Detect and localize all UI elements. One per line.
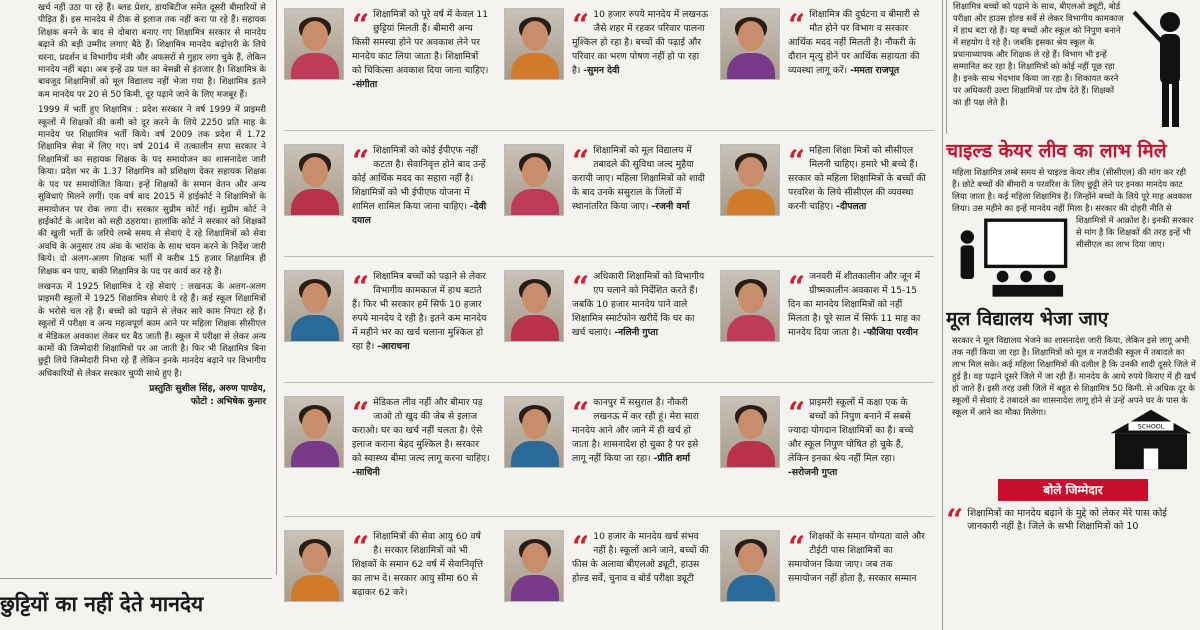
bole-zimmedar-banner: बोले जिम्मेदार <box>998 479 1148 501</box>
person-photo <box>720 270 780 342</box>
native-school-paragraph: सरकार ने मूल विद्यालय भेजने का शासनादेश जारी किया, लेकिन इसे लागू अभी तक नहीं किया जा रहा है। शिक्षामित्रों को मूल व नजदीकी स्कूल में तबादले का लाभ मिल सके। कई महिला शिक्षामित्रों की दलील है कि उनकी शादी दूसरे जिले में हुई है। वह पढ़ाने दूसरे जिले में जा रही हैं। मानदेय के आधे रुपये किराए में ही खर्च हो जाते हैं। इसी तरह उसी जिले में बहुत से शिक्षामित्र 50 किमी. से अधिक दूर के स्कूलों में सेवाएं दे तबादले का शासनादेश लागू होने से उन्हें अपने घर के पास के स्कूल में आने का मौका मिलेगा। <box>952 335 1196 417</box>
opinion-card <box>504 262 710 382</box>
opinion-card <box>504 522 710 630</box>
quote-mark-icon: “ <box>572 270 590 305</box>
quote-text: मेडिकल लीव नहीं और बीमार पड़ जाओ तो खुद की जेब से इलाज कराओ। घर का खर्च नहीं चलता है। ऐसे इलाज कराना बेहद मुश्किल है। सरकार को स्वास्थ्य बीमा जल्द लागू करना चाहिए। <box>352 397 490 464</box>
person-photo <box>504 144 564 216</box>
school-building-icon <box>1106 408 1196 471</box>
opinion-card <box>720 262 926 382</box>
headline-bottom-left: छुट्टियों का नहीं देते मानदेय <box>0 592 204 616</box>
opinion-card <box>284 136 490 256</box>
quote-mark-icon: “ <box>946 503 964 538</box>
quote-text: शिक्षामित्रों को पूरे वर्ष में केवल 11 छुट्टियां मिलती हैं। बीमारी अन्य किसी समस्या होने पर अवकाश लेने पर मानदेय काट लिया जाता है। शिक्षामित्रों को चिकित्सा अवकाश दिया जाना चाहिए। <box>352 9 489 76</box>
row-divider <box>284 516 934 517</box>
opinion-card <box>284 262 490 382</box>
quote-text: शिक्षकों के समान योग्यता वाले और टीईटी पास शिक्षामित्रों का समायोजन किया जाए। जब तक समायोजन नहीं होता है, सरकार सम्मान <box>788 531 925 584</box>
opinion-card <box>504 388 710 516</box>
quote-text: शिक्षामित्र की दुर्घटना व बीमारी से मौत होने पर विभाग व सरकार आर्थिक मदद नहीं मिलती है। नौकरी के दौरान मृत्यु होने पर आर्थिक सहायता की व्यवस्था लागू करें। <box>788 9 920 76</box>
article-paragraph: 1999 में भर्ती हुए शिक्षामित्र : प्रदेश सरकार ने वर्ष 1999 में प्राइमरी स्कूलों में शिक्षकों की कमी को दूर करने के लिये 2250 प्रति माह के मानदेय पर शिक्षामित्र भर्ती किये। वर्ष 2009 तक प्रदेश में 1.72 शिक्षामित्र सेवा में लिए गए। वर्ष 2014 में तत्कालीन सपा सरकार ने शिक्षामित्रों का सहायक शिक्षक के पद समायोजन का शासनादेश जारी किया। प्रदेश भर के 1.37 शिक्षामित्र को प्रशिक्षण देकर सहायक शिक्षक के पद पर समायोजित किया। इन्हें शिक्षकों के समान वेतन और अन्य सुविधाएं मिलने लगीं। एक वर्ष बाद 2015 में हाईकोर्ट ने शिक्षामित्रों के समायोजन पर रोक लगा दी। सरकार सुप्रीम कोर्ट गई। सुप्रीम कोर्ट ने हाईकोर्ट के आदेश को सही ठहराया। हालांकि कोर्ट ने सरकार को शिक्षकों की खुली भर्ती के जरिये लम्बे समय से सेवाएं दे रहे शिक्षामित्रों को सेवा अवधि के अनुसार तय अंक के भारांक के साथ चयन करने के निर्देश जारी किये। दो अलग-अलग शिक्षक भर्ती में करीब 15 हजार शिक्षामित्र ही शिक्षक बन पाए, बाकी शिक्षामित्र के पद पर कार्य कर रहे हैं। <box>38 105 266 277</box>
person-photo <box>504 270 564 342</box>
row-divider <box>284 130 934 131</box>
photo-credit: फोटो : अभिषेक कुमार <box>190 397 266 408</box>
opinion-card <box>720 136 926 256</box>
right-column <box>946 0 1200 630</box>
person-photo <box>284 144 344 216</box>
opinion-card <box>284 388 490 516</box>
quote-mark-icon: “ <box>788 270 806 305</box>
opinion-card <box>284 522 490 630</box>
quote-mark-icon: “ <box>572 396 590 431</box>
person-name: -संगीता <box>352 79 378 90</box>
opinion-cards-grid <box>284 0 934 630</box>
quote-text: महिला शिक्षा मित्रों को सीसीएल मिलनी चाहिए। हमारे भी बच्चे हैं। सरकार को महिला शिक्षामित्रों के बच्चों की परवरिश के लिये सीसीएल की व्यवस्था करनी चाहिए। <box>788 145 926 212</box>
quote-mark-icon: “ <box>788 8 806 43</box>
person-photo <box>504 530 564 602</box>
quote-mark-icon: “ <box>572 144 590 179</box>
row-divider <box>284 382 934 383</box>
person-photo <box>720 530 780 602</box>
headline-native-school: मूल विद्यालय भेजा जाए <box>946 308 1109 330</box>
person-name: -दीपलता <box>836 201 867 212</box>
quote-mark-icon: “ <box>788 396 806 431</box>
opinion-card <box>720 0 926 130</box>
person-photo <box>720 8 780 80</box>
quote-text: शिक्षामित्रों को कोई ईपीएफ नहीं कटता है। सेवानिवृत्त होने बाद उन्हें कोई आर्थिक मदद का सहारा नहीं है। शिक्षामित्रों को भी ईपीएफ योजना में शामिल शामिल किया जाना चाहिए। <box>352 145 486 212</box>
divider <box>276 0 277 575</box>
quote-mark-icon: “ <box>788 530 806 565</box>
person-photo <box>504 8 564 80</box>
quote-text: अधिकारी शिक्षामित्रों को विभागीय एप चलाने को निर्देशित करते हैं। जबकि 10 हजार मानदेय पाने वाले शिक्षामित्र स्मार्टफोन खरीदें कि घर का खर्च चलाएं। <box>572 271 705 338</box>
quote-text: 10 हजार रुपये मानदेय में लखनऊ जैसे शहर में रहकर परिवार पालना मुश्किल हो रहा है। बच्चों की पढ़ाई और परिवार का भरण पोषण नहीं हो पा रहा है। <box>572 9 709 76</box>
opinion-card <box>284 0 490 130</box>
person-name: -नलिनी गुप्ता <box>614 327 659 338</box>
person-photo <box>720 144 780 216</box>
person-name: -फौजिया परवीन <box>863 327 918 338</box>
quote-mark-icon: “ <box>352 144 370 179</box>
opinion-card <box>720 522 926 630</box>
teacher-pointer-icon <box>1130 4 1196 132</box>
school-sign: SCHOOL <box>1137 423 1165 431</box>
quote-mark-icon: “ <box>572 8 590 43</box>
row-divider <box>284 256 934 257</box>
quote-text: शिक्षामित्रों को मूल विद्यालय में तबादले की सुविधा जल्द मुहैया करायी जाए। महिला शिक्षामित्रों को शादी के बाद उनके ससुराल के जिलों में स्थानांतरित किया जाए। <box>572 145 705 212</box>
classroom-teaching-icon <box>952 216 1070 300</box>
article-paragraph: खर्च नहीं उठा पा रहे हैं। ब्लड प्रेशर, डायबिटीज समेत दूसरी बीमारियों से पीड़ित हैं। इस मानदेय में ठीक से इलाज तक नहीं करा पा रहे हैं। सहायक शिक्षक बनने के बाद से दोबारा बनाए गए शिक्षामित्र सरकार से मानदेय बढ़ाने की बड़ी उम्मीद लगाए बैठे हैं। शिक्षामित्र मानदेय बढ़ोत्तरी के लिये धरना, प्रदर्शन व विभागीय मंत्री और अफसरों से गुहार लगा चुके हैं, लेकिन मानदेय नहीं बढ़ा। अब इन्हें उप्र पल का बेसब्री से इंतजार है। शिक्षामित्र के बावजूद शिक्षामित्रों को मूल विद्यालय नहीं भेजा गया है। शिक्षामित्र इतने कम मानदेय पर 20 से 50 किमी. दूर पढ़ाने जाने के लिए मजबूर हैं। <box>38 3 266 100</box>
quote-mark-icon: “ <box>352 8 370 43</box>
headline-child-care-leave: चाइल्ड केयर लीव का लाभ मिले <box>946 140 1167 162</box>
quote-mark-icon: “ <box>572 530 590 565</box>
person-photo <box>284 396 344 468</box>
quote-mark-icon: “ <box>352 530 370 565</box>
opinion-card <box>504 136 710 256</box>
right-top-paragraph: शिक्षामित्र बच्चों को पढ़ाने के साथ, बीएलओ ड्यूटी, बोर्ड परीक्षा और हाउस होल्ड सर्वे से लेकर विभागीय कामकाज में हाथ बटा रहे हैं। यह बच्चों और स्कूल को निपुण बनाने में सहयोग दे रहे हैं। जबकि इसका श्रेय स्कूल के प्रधानाध्यापक और शिक्षक ले रहे हैं। विभाग भी इन्हें सम्मानित कर रहा है। शिक्षामित्रों को कोई नहीं पूछ रहा है। इनके साथ भेदभाव किया जा रहा है। शिकायत करने पर अधिकारी उल्टा शिक्षामित्रों पर दोष देते हैं। शिक्षकों का ही पक्ष लेते हैं। <box>953 1 1124 107</box>
person-name: -आराधना <box>377 341 410 352</box>
quote-text: प्राइमरी स्कूलों में कक्षा एक के बच्चों को निपुण बनाने में सबसे ज्यादा योगदान शिक्षामित्रों का है। बच्चे और स्कूल निपुण घोषित हो चुके हैं, लेकिन इनका श्रेय नहीं मिल रहा। <box>788 397 914 464</box>
official-quote-text: शिक्षामित्रों का मानदेय बढ़ाने के मुद्दे को लेकर मेरे पास कोई जानकारी नहीं है। जिले के सभी शिक्षामित्रों को 10 <box>967 508 1167 532</box>
opinion-card <box>720 388 926 516</box>
quote-mark-icon: “ <box>352 270 370 305</box>
person-name: -ममता राजपूत <box>850 65 900 76</box>
quote-text: शिक्षामित्रों की सेवा आयु 60 वर्ष है। सरकार शिक्षामित्रों को भी शिक्षकों के समान 62 वर्ष में सेवानिवृत्ति का लाभ दे। सरकार आयु सीमा 60 से बढ़ाकर 62 करे। <box>352 531 484 598</box>
person-photo <box>284 530 344 602</box>
official-quote <box>946 503 1200 538</box>
quote-text: 10 हजार के मानदेय खर्च संभव नहीं है। स्कूलों आने जाने, बच्चों की फीस के अलावा बीएलओ ड्यूटी, हाउस होल्ड सर्वे, चुनाव व बोर्ड परीक्षा ड्यूटी <box>572 531 709 584</box>
left-article-column <box>0 0 272 590</box>
person-name: -सरोजनी गुप्ता <box>788 467 838 478</box>
article-paragraph: लखनऊ में 1925 शिक्षामित्र दे रहे सेवाएं : लखनऊ के अलग-अलग प्राइमरी स्कूलों में 1925 शिक्षामित्र सेवाएं दे रहे हैं। कई स्कूल शिक्षामित्रों के भरोसे चल रहे हैं। बच्चों को पढ़ाने से लेकर सारे काम निपटा रहे हैं। स्कूलों में परीक्षा व अन्य महत्वपूर्ण काम आने पर महिला शिक्षक सीसीएल व मेडिकल अवकाश लेकर घर बैठ जाती हैं। स्कूल में परीक्षा से लेकर अन्य कामों की जिम्मेदारी शिक्षामित्रों पर आ जाती है। फिर भी शिक्षामित्र बिना छुट्टी लिये जिम्मेदारी निभा रहे हैं लेकिन इनके मानदेय बढ़ाने पर विभागीय अधिकारियों से लेकर सरकार चुप्पी साधे हुए है। <box>38 281 266 379</box>
quote-mark-icon: “ <box>352 396 370 431</box>
person-photo <box>284 8 344 80</box>
divider <box>0 578 272 579</box>
person-name: -सुमन देवी <box>583 65 620 76</box>
opinion-card <box>504 0 710 130</box>
person-photo <box>720 396 780 468</box>
divider <box>942 0 943 630</box>
quote-mark-icon: “ <box>788 144 806 179</box>
person-name: -देवी दयाल <box>352 201 487 226</box>
person-name: -प्रीति शर्मा <box>653 453 690 464</box>
credit-line: प्रस्तुतिः सुशील सिंह, अरुण पाण्डेय, <box>149 384 266 395</box>
quote-text: कानपुर में ससुराल है। नौकरी लखनऊ में कर रही हूं। मेरा सारा मानदेय आने और जाने में ही खर्च हो जाता है। शासनादेश हो चुका है पर इसे लागू नहीं किया जा रहा। <box>572 397 699 464</box>
person-name: -साधिनी <box>352 467 380 478</box>
person-photo <box>284 270 344 342</box>
person-photo <box>504 396 564 468</box>
person-name: -रजनी वर्मा <box>651 201 690 212</box>
child-care-paragraph: महिला शिक्षामित्र लम्बे समय से चाइल्ड केयर लीव (सीसीएल) की मांग कर रही हैं। छोटे बच्चों की बीमारी व परवरिश के लिए छुट्टी लेने पर इनका मानदेय काट लिया जाता है। कई महिला शिक्षामित्र हैं। जिन्होंने बच्चों के लिये पूरे माह अवकाश लिया। उस महीने का इन्हें मानदेय नहीं मिला है। सरकार की दोहरी नीति से शिक्षामित्रों में आक्रोश है। इनकी सरकार से मांग है कि शिक्षकों की तरह इन्हें भी सीसीएल का लाभ दिया जाए। <box>952 167 1194 249</box>
quote-text: जनवरी में शीतकालीन और जून में ग्रीष्मकालीन अवकाश में 15-15 दिन का मानदेय शिक्षामित्रों को नहीं मिलता है। पूरे साल में सिर्फ 11 माह का मानदेय दिया जाता है। <box>788 271 921 338</box>
quote-text: शिक्षामित्र बच्चों को पढ़ाने से लेकर विभागीय कामकाज में हाथ बटाते हैं। फिर भी सरकार हमें सिर्फ 10 हजार रुपये मानदेय दे रही है। इतने कम मानदेय में महीने भर का खर्च चलाना मुश्किल हो रहा है। <box>352 271 487 352</box>
